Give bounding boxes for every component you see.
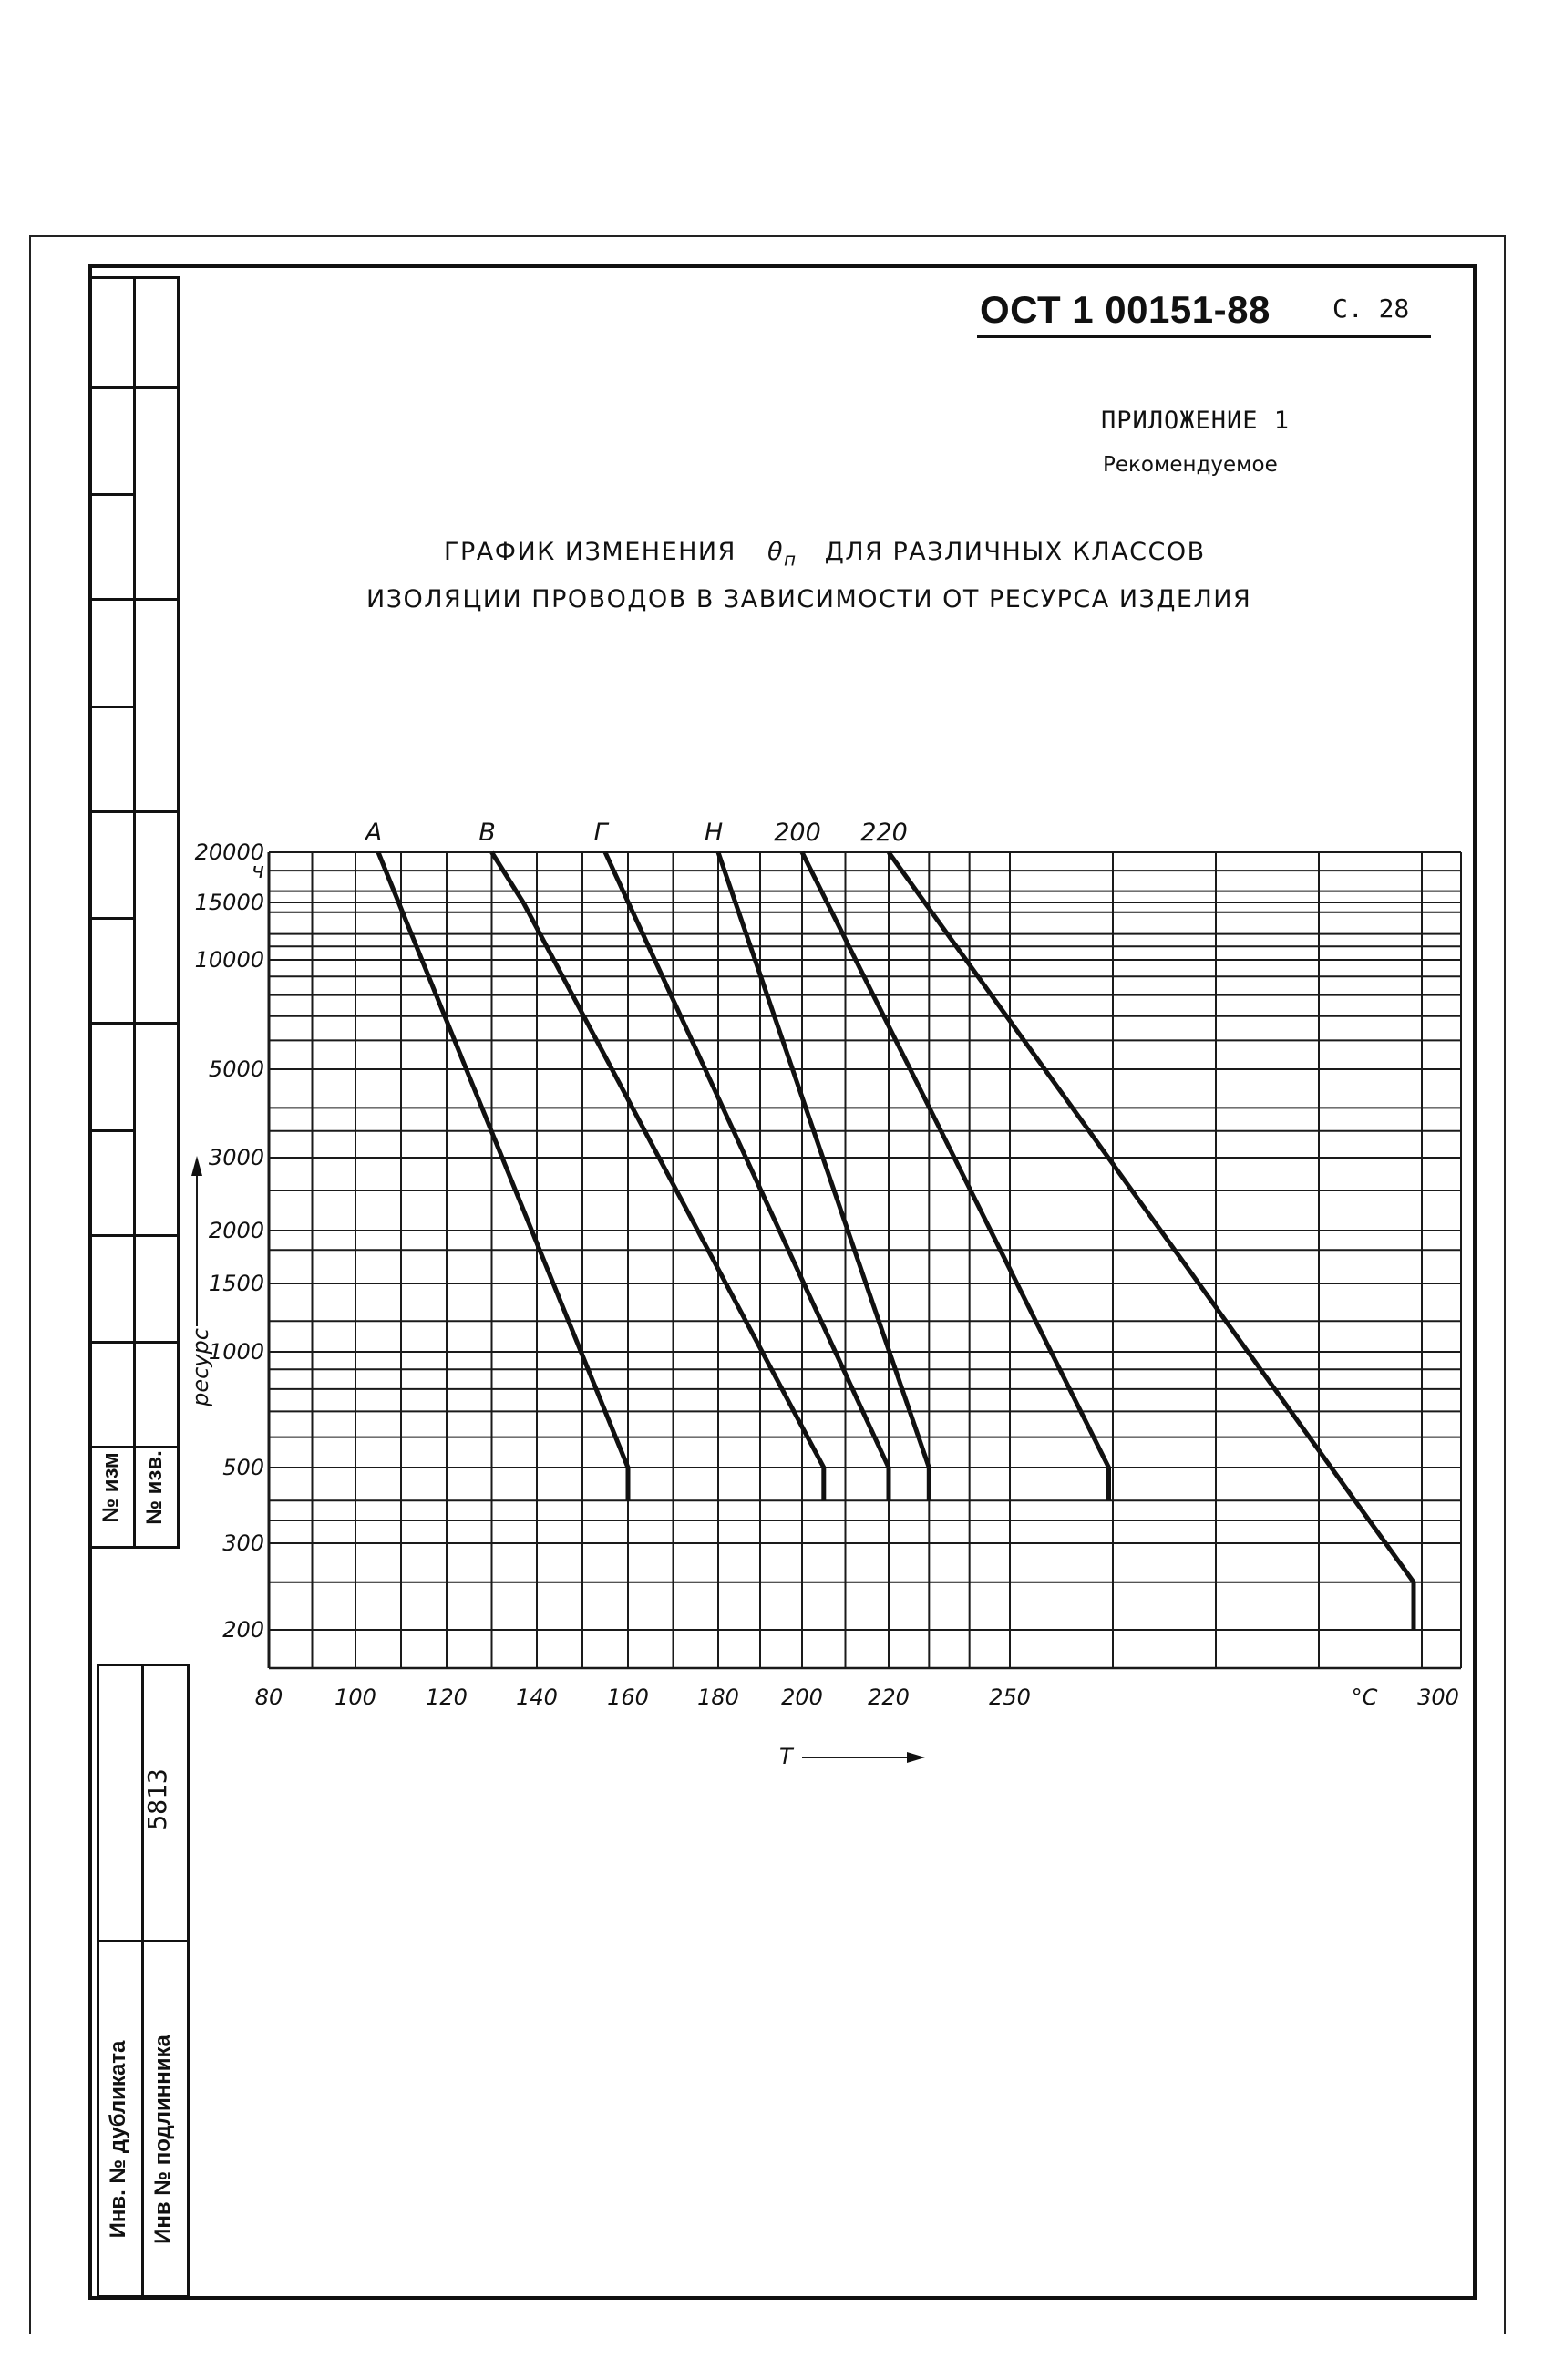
y-tick-label: 2000	[208, 1218, 264, 1243]
duplicate-inventory-label: Инв. № дубликата	[106, 2040, 130, 2239]
x-axis-label: T	[779, 1744, 793, 1769]
x-axis-arrow-head	[907, 1752, 925, 1763]
x-tick-label: 300	[1417, 1685, 1459, 1710]
x-tick-label: 200	[781, 1685, 823, 1710]
y-tick-label: 5000	[208, 1056, 264, 1082]
chart-labels	[188, 819, 1459, 1769]
y-tick-label: 15000	[194, 890, 264, 915]
series-line-А	[378, 852, 628, 1500]
y-axis-arrow-head	[191, 1156, 202, 1176]
x-unit-label: °C	[1351, 1685, 1378, 1710]
series-line-Н	[718, 852, 929, 1500]
series-label: Н	[704, 819, 724, 847]
x-tick-label: 250	[989, 1685, 1031, 1710]
y-tick-label: 200	[222, 1617, 264, 1643]
y-axis-label: ресурс	[188, 1328, 213, 1406]
series-line-200	[802, 852, 1109, 1500]
x-tick-label: 180	[697, 1685, 739, 1710]
series-label: В	[478, 819, 496, 847]
appendix-status: Рекомендуемое	[1103, 453, 1278, 477]
x-tick-label: 220	[868, 1685, 910, 1710]
original-inventory-label: Инв № подлинника	[150, 2035, 175, 2244]
series-label: Г	[593, 819, 608, 847]
series-line-В	[492, 852, 824, 1500]
y-tick-label: ч	[251, 858, 264, 884]
notice-number-label: № изв.	[142, 1450, 167, 1525]
title-text-after: ДЛЯ РАЗЛИЧНЫХ КЛАССОВ	[824, 538, 1206, 566]
page-number: С. 28	[1332, 294, 1410, 324]
change-number-label: № изм	[98, 1452, 123, 1523]
theta-symbol: $\theta_п$	[767, 538, 797, 571]
series-label: 220	[860, 819, 908, 847]
y-tick-label: 10000	[194, 947, 264, 973]
series-line-220	[889, 852, 1414, 1630]
y-tick-label: 3000	[208, 1145, 264, 1170]
x-tick-label: 120	[426, 1685, 468, 1710]
document-code: ОСТ 1 00151-88	[980, 288, 1271, 331]
title-text-before: ГРАФИК ИЗМЕНЕНИЯ	[444, 538, 736, 566]
chart-title-line-2: ИЗОЛЯЦИИ ПРОВОДОВ В ЗАВИСИМОСТИ ОТ РЕСУРСА ИЗДЕЛИЯ	[366, 585, 1252, 613]
y-tick-label: 300	[222, 1530, 264, 1556]
series-label: 200	[774, 819, 821, 847]
y-tick-label: 1500	[208, 1271, 264, 1296]
x-tick-label: 80	[254, 1685, 283, 1710]
chart-curves	[378, 852, 1414, 1630]
inventory-number: 5813	[142, 1768, 172, 1830]
y-tick-label: 20000	[194, 840, 264, 865]
y-tick-label: 500	[222, 1455, 264, 1480]
appendix-title: ПРИЛОЖЕНИЕ 1	[1101, 407, 1291, 435]
x-tick-label: 100	[334, 1685, 376, 1710]
y-tick-label: 1000	[208, 1339, 264, 1365]
series-label: А	[365, 819, 383, 847]
x-tick-label: 160	[607, 1685, 649, 1710]
x-tick-label: 140	[516, 1685, 558, 1710]
